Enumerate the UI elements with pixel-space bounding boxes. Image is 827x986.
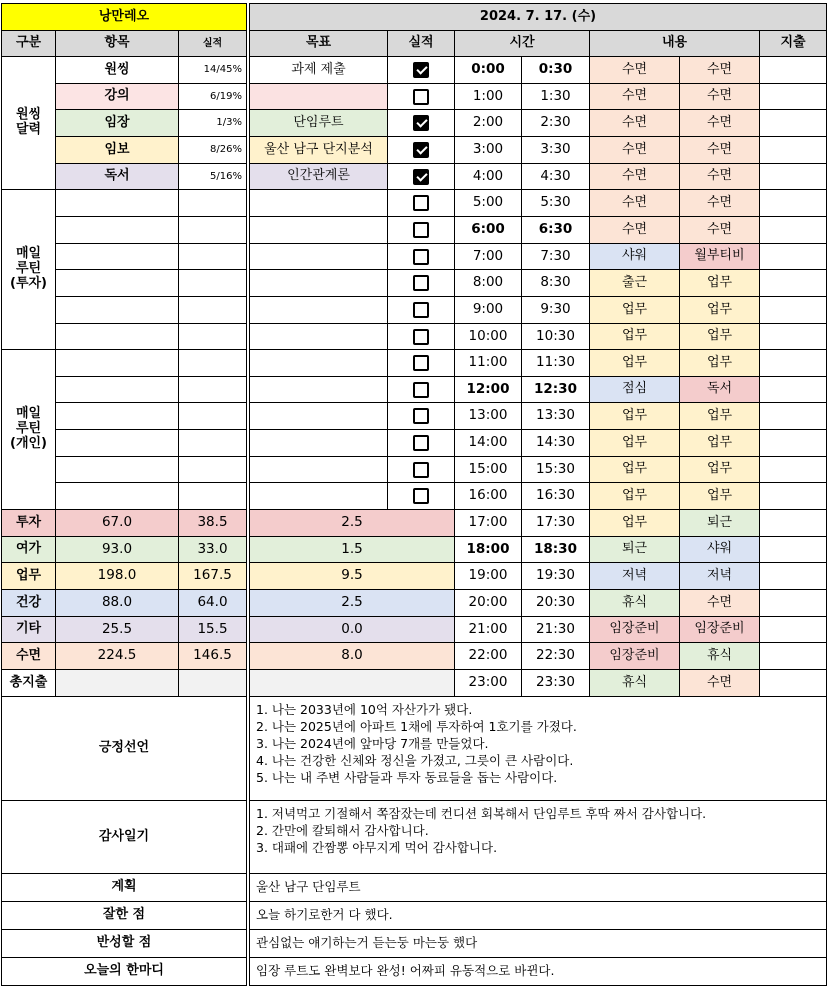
category-value: 67.0 xyxy=(55,509,179,537)
routine-done-cell xyxy=(387,189,455,217)
expense-cell[interactable] xyxy=(759,136,827,164)
routine-item-empty[interactable] xyxy=(55,296,179,324)
onesing-item-result: 6/19% xyxy=(178,83,247,110)
col-header-item: 항목 xyxy=(55,30,179,57)
category-value: 93.0 xyxy=(55,536,179,563)
time-start: 21:00 xyxy=(454,616,522,643)
time-end: 14:30 xyxy=(521,429,590,457)
routine-item-empty[interactable] xyxy=(55,349,179,377)
onesing-item-name: 독서 xyxy=(55,163,179,190)
time-end: 17:30 xyxy=(521,509,590,537)
time-end: 10:30 xyxy=(521,323,590,350)
col-header-result: 실적 xyxy=(178,30,247,57)
col-header-goal: 목표 xyxy=(249,30,388,57)
time-start: 4:00 xyxy=(454,163,522,190)
activity-first-half[interactable]: 샤워 xyxy=(589,243,680,270)
affirmation-label: 긍정선언 xyxy=(1,696,247,801)
plan-content[interactable]: 울산 남구 단임루트 xyxy=(249,873,827,902)
routine-item-empty[interactable] xyxy=(55,269,179,297)
time-end: 13:30 xyxy=(521,402,590,430)
time-start: 20:00 xyxy=(454,589,522,617)
expense-cell[interactable] xyxy=(759,163,827,190)
routine-result-empty xyxy=(178,216,247,244)
routine-result-empty xyxy=(178,296,247,324)
routine-goal-empty[interactable] xyxy=(249,402,388,430)
onesing-goal[interactable]: 단임루트 xyxy=(249,109,388,137)
activity-second-half[interactable]: 업무 xyxy=(679,456,760,483)
category-value: 25.5 xyxy=(55,616,179,643)
category-name: 업무 xyxy=(1,562,56,590)
group-routine-personal: 매일 루틴 (개인) xyxy=(1,349,56,510)
activity-first-half[interactable]: 업무 xyxy=(589,509,680,537)
activity-second-half[interactable]: 휴식 xyxy=(679,642,760,670)
activity-first-half[interactable]: 수면 xyxy=(589,109,680,137)
activity-second-half[interactable]: 임장준비 xyxy=(679,616,760,643)
col-header-expense: 지출 xyxy=(759,30,827,57)
expense-cell[interactable] xyxy=(759,109,827,137)
activity-second-half[interactable]: 수면 xyxy=(679,189,760,217)
time-start: 1:00 xyxy=(454,83,522,110)
activity-first-half[interactable]: 휴식 xyxy=(589,669,680,697)
routine-result-empty xyxy=(178,243,247,270)
activity-first-half[interactable]: 업무 xyxy=(589,402,680,430)
time-end: 15:30 xyxy=(521,456,590,483)
category-result: 15.5 xyxy=(178,616,247,643)
date-header: 2024. 7. 17. (수) xyxy=(249,3,827,31)
routine-goal-empty[interactable] xyxy=(249,456,388,483)
onesing-item-result: 5/16% xyxy=(178,163,247,190)
time-end: 1:30 xyxy=(521,83,590,110)
category-result: 167.5 xyxy=(178,562,247,590)
time-end: 6:30 xyxy=(521,216,590,244)
total-expense-label: 총지출 xyxy=(1,669,56,697)
affirmation-line: 3. 나는 2024년에 앞마당 7개를 만들었다. xyxy=(256,736,489,751)
category-value: 224.5 xyxy=(55,642,179,670)
col-header-done: 실적 xyxy=(387,30,455,57)
category-goal: 0.0 xyxy=(249,616,455,643)
routine-goal-empty[interactable] xyxy=(249,243,388,270)
category-result: 146.5 xyxy=(178,642,247,670)
time-end: 0:30 xyxy=(521,56,590,84)
time-start: 11:00 xyxy=(454,349,522,377)
routine-goal-empty[interactable] xyxy=(249,349,388,377)
activity-first-half[interactable]: 수면 xyxy=(589,56,680,84)
time-start: 7:00 xyxy=(454,243,522,270)
activity-second-half[interactable]: 독서 xyxy=(679,376,760,403)
expense-cell[interactable] xyxy=(759,562,827,590)
total-expense-value xyxy=(55,669,179,697)
time-start: 2:00 xyxy=(454,109,522,137)
expense-cell[interactable] xyxy=(759,642,827,670)
routine-done-cell xyxy=(387,456,455,483)
time-start: 10:00 xyxy=(454,323,522,350)
affirmation-line: 5. 나는 내 주변 사람들과 투자 동료들을 돕는 사람이다. xyxy=(256,770,558,785)
routine-goal-empty[interactable] xyxy=(249,189,388,217)
routine-done-cell xyxy=(387,376,455,403)
onesing-goal[interactable]: 울산 남구 단지분석 xyxy=(249,136,388,164)
activity-second-half[interactable]: 수면 xyxy=(679,83,760,110)
expense-cell[interactable] xyxy=(759,376,827,403)
total-expense-goal xyxy=(249,669,455,697)
routine-item-empty[interactable] xyxy=(55,429,179,457)
total-expense-result xyxy=(178,669,247,697)
time-start: 17:00 xyxy=(454,509,522,537)
routine-item-empty[interactable] xyxy=(55,482,179,510)
activity-second-half[interactable]: 수면 xyxy=(679,589,760,617)
time-end: 22:30 xyxy=(521,642,590,670)
onesing-item-name: 임장 xyxy=(55,109,179,137)
expense-cell[interactable] xyxy=(759,456,827,483)
routine-done-checkbox[interactable] xyxy=(413,302,429,318)
onesing-done-cell xyxy=(387,56,455,84)
expense-cell[interactable] xyxy=(759,509,827,537)
routine-goal-empty[interactable] xyxy=(249,296,388,324)
activity-first-half[interactable]: 수면 xyxy=(589,136,680,164)
category-name: 투자 xyxy=(1,509,56,537)
time-start: 16:00 xyxy=(454,482,522,510)
category-name: 여가 xyxy=(1,536,56,563)
routine-item-empty[interactable] xyxy=(55,216,179,244)
routine-done-checkbox[interactable] xyxy=(413,195,429,211)
activity-first-half[interactable]: 수면 xyxy=(589,83,680,110)
expense-cell[interactable] xyxy=(759,296,827,324)
group-routine-invest: 매일 루틴 (투자) xyxy=(1,189,56,350)
gratitude-content[interactable] xyxy=(249,800,827,874)
expense-cell[interactable] xyxy=(759,349,827,377)
routine-goal-empty[interactable] xyxy=(249,376,388,403)
time-start: 0:00 xyxy=(454,56,522,84)
col-header-division: 구분 xyxy=(1,30,56,57)
category-goal: 9.5 xyxy=(249,562,455,590)
time-end: 9:30 xyxy=(521,296,590,324)
category-result: 38.5 xyxy=(178,509,247,537)
routine-goal-empty[interactable] xyxy=(249,482,388,510)
activity-first-half[interactable]: 출근 xyxy=(589,269,680,297)
activity-second-half[interactable]: 업무 xyxy=(679,482,760,510)
routine-done-checkbox[interactable] xyxy=(413,249,429,265)
expense-cell[interactable] xyxy=(759,83,827,110)
expense-cell[interactable] xyxy=(759,589,827,617)
time-end: 20:30 xyxy=(521,589,590,617)
expense-cell[interactable] xyxy=(759,429,827,457)
expense-cell[interactable] xyxy=(759,482,827,510)
gratitude-line: 2. 간만에 칼퇴해서 감사합니다. xyxy=(256,823,429,838)
routine-item-empty[interactable] xyxy=(55,189,179,217)
category-goal: 8.0 xyxy=(249,642,455,670)
time-end: 12:30 xyxy=(521,376,590,403)
time-end: 11:30 xyxy=(521,349,590,377)
time-end: 7:30 xyxy=(521,243,590,270)
affirmation-content[interactable] xyxy=(249,696,827,801)
reflection-label: 반성할 점 xyxy=(1,929,247,958)
expense-cell[interactable] xyxy=(759,323,827,350)
activity-first-half[interactable]: 임장준비 xyxy=(589,642,680,670)
time-start: 8:00 xyxy=(454,269,522,297)
routine-goal-empty[interactable] xyxy=(249,269,388,297)
time-end: 5:30 xyxy=(521,189,590,217)
activity-first-half[interactable]: 퇴근 xyxy=(589,536,680,563)
category-goal: 2.5 xyxy=(249,589,455,617)
routine-result-empty xyxy=(178,429,247,457)
activity-first-half[interactable]: 업무 xyxy=(589,323,680,350)
activity-first-half[interactable]: 수면 xyxy=(589,189,680,217)
routine-done-cell xyxy=(387,482,455,510)
routine-done-checkbox[interactable] xyxy=(413,462,429,478)
time-start: 15:00 xyxy=(454,456,522,483)
activity-first-half[interactable]: 임장준비 xyxy=(589,616,680,643)
time-end: 19:30 xyxy=(521,562,590,590)
routine-goal-empty[interactable] xyxy=(249,429,388,457)
onesing-done-cell xyxy=(387,136,455,164)
today-word-content[interactable]: 임장 루트도 완벽보다 완성! 어짜피 유동적으로 바뀐다. xyxy=(249,957,827,986)
time-end: 3:30 xyxy=(521,136,590,164)
activity-first-half[interactable]: 수면 xyxy=(589,216,680,244)
onesing-item-name: 원씽 xyxy=(55,56,179,84)
time-start: 3:00 xyxy=(454,136,522,164)
routine-done-checkbox[interactable] xyxy=(413,329,429,345)
routine-result-empty xyxy=(178,269,247,297)
time-end: 21:30 xyxy=(521,616,590,643)
activity-first-half[interactable]: 점심 xyxy=(589,376,680,403)
onesing-item-name: 임보 xyxy=(55,136,179,164)
onesing-goal[interactable]: 과제 제출 xyxy=(249,56,388,84)
activity-second-half[interactable]: 업무 xyxy=(679,429,760,457)
onesing-done-cell xyxy=(387,109,455,137)
activity-second-half[interactable]: 수면 xyxy=(679,109,760,137)
onesing-done-cell xyxy=(387,83,455,110)
time-start: 9:00 xyxy=(454,296,522,324)
onesing-done-checkbox[interactable] xyxy=(413,62,429,78)
affirmation-line: 4. 나는 건강한 신체와 정신을 가졌고, 그릇이 큰 사람이다. xyxy=(256,753,574,768)
activity-second-half[interactable]: 수면 xyxy=(679,163,760,190)
onesing-done-checkbox[interactable] xyxy=(413,142,429,158)
time-start: 6:00 xyxy=(454,216,522,244)
today-word-label: 오늘의 한마디 xyxy=(1,957,247,986)
routine-done-cell xyxy=(387,243,455,270)
category-result: 33.0 xyxy=(178,536,247,563)
planner-title: 낭만레오 xyxy=(1,3,247,31)
time-start: 12:00 xyxy=(454,376,522,403)
affirmation-line: 2. 나는 2025년에 아파트 1채에 투자하여 1호기를 가졌다. xyxy=(256,719,577,734)
col-header-content: 내용 xyxy=(589,30,760,57)
expense-cell[interactable] xyxy=(759,616,827,643)
activity-second-half[interactable]: 수면 xyxy=(679,56,760,84)
activity-first-half[interactable]: 업무 xyxy=(589,349,680,377)
expense-cell[interactable] xyxy=(759,243,827,270)
time-end: 18:30 xyxy=(521,536,590,563)
time-end: 4:30 xyxy=(521,163,590,190)
category-result: 64.0 xyxy=(178,589,247,617)
activity-second-half[interactable]: 수면 xyxy=(679,669,760,697)
routine-done-cell xyxy=(387,296,455,324)
time-start: 22:00 xyxy=(454,642,522,670)
time-end: 8:30 xyxy=(521,269,590,297)
activity-first-half[interactable]: 업무 xyxy=(589,429,680,457)
routine-result-empty xyxy=(178,402,247,430)
routine-done-checkbox[interactable] xyxy=(413,435,429,451)
well-done-content[interactable]: 오늘 하기로한거 다 했다. xyxy=(249,901,827,930)
routine-result-empty xyxy=(178,323,247,350)
onesing-item-result: 8/26% xyxy=(178,136,247,164)
activity-second-half[interactable]: 업무 xyxy=(679,296,760,324)
category-name: 건강 xyxy=(1,589,56,617)
routine-item-empty[interactable] xyxy=(55,323,179,350)
onesing-item-result: 14/45% xyxy=(178,56,247,84)
time-start: 18:00 xyxy=(454,536,522,563)
activity-first-half[interactable]: 업무 xyxy=(589,296,680,324)
time-end: 2:30 xyxy=(521,109,590,137)
activity-first-half[interactable]: 저녁 xyxy=(589,562,680,590)
routine-done-cell xyxy=(387,323,455,350)
routine-result-empty xyxy=(178,482,247,510)
activity-first-half[interactable]: 수면 xyxy=(589,163,680,190)
activity-second-half[interactable]: 퇴근 xyxy=(679,509,760,537)
routine-done-checkbox[interactable] xyxy=(413,408,429,424)
routine-done-checkbox[interactable] xyxy=(413,222,429,238)
activity-second-half[interactable]: 저녁 xyxy=(679,562,760,590)
expense-cell[interactable] xyxy=(759,669,827,697)
onesing-done-checkbox[interactable] xyxy=(413,115,429,131)
routine-done-cell xyxy=(387,269,455,297)
activity-second-half[interactable]: 업무 xyxy=(679,402,760,430)
expense-cell[interactable] xyxy=(759,269,827,297)
routine-result-empty xyxy=(178,349,247,377)
onesing-done-checkbox[interactable] xyxy=(413,169,429,185)
routine-item-empty[interactable] xyxy=(55,243,179,270)
expense-cell[interactable] xyxy=(759,536,827,563)
gratitude-line: 1. 저녁먹고 기절해서 쪽잠잤는데 컨디션 회복해서 단임루트 후딱 짜서 감사합니다. xyxy=(256,806,707,821)
category-name: 기타 xyxy=(1,616,56,643)
activity-second-half[interactable]: 업무 xyxy=(679,349,760,377)
expense-cell[interactable] xyxy=(759,189,827,217)
routine-done-checkbox[interactable] xyxy=(413,382,429,398)
col-header-time: 시간 xyxy=(454,30,590,57)
routine-item-empty[interactable] xyxy=(55,402,179,430)
time-end: 23:30 xyxy=(521,669,590,697)
activity-second-half[interactable]: 수면 xyxy=(679,216,760,244)
time-start: 14:00 xyxy=(454,429,522,457)
routine-done-checkbox[interactable] xyxy=(413,488,429,504)
category-goal: 2.5 xyxy=(249,509,455,537)
expense-cell[interactable] xyxy=(759,402,827,430)
category-goal: 1.5 xyxy=(249,536,455,563)
activity-second-half[interactable]: 업무 xyxy=(679,323,760,350)
category-value: 88.0 xyxy=(55,589,179,617)
expense-cell[interactable] xyxy=(759,56,827,84)
category-value: 198.0 xyxy=(55,562,179,590)
routine-done-cell xyxy=(387,216,455,244)
group-onesing-calendar: 원씽 달력 xyxy=(1,56,56,190)
time-start: 13:00 xyxy=(454,402,522,430)
time-start: 19:00 xyxy=(454,562,522,590)
activity-first-half[interactable]: 업무 xyxy=(589,456,680,483)
gratitude-line: 3. 대패에 간짬뽕 야무지게 먹어 감사합니다. xyxy=(256,840,498,855)
activity-second-half[interactable]: 월부티비 xyxy=(679,243,760,270)
onesing-item-name: 강의 xyxy=(55,83,179,110)
routine-done-checkbox[interactable] xyxy=(413,275,429,291)
onesing-done-checkbox[interactable] xyxy=(413,89,429,105)
activity-first-half[interactable]: 업무 xyxy=(589,482,680,510)
onesing-goal[interactable] xyxy=(249,83,388,110)
time-start: 5:00 xyxy=(454,189,522,217)
activity-second-half[interactable]: 샤워 xyxy=(679,536,760,563)
routine-result-empty xyxy=(178,456,247,483)
routine-done-cell xyxy=(387,429,455,457)
routine-goal-empty[interactable] xyxy=(249,323,388,350)
category-name: 수면 xyxy=(1,642,56,670)
plan-label: 계획 xyxy=(1,873,247,902)
routine-item-empty[interactable] xyxy=(55,376,179,403)
time-end: 16:30 xyxy=(521,482,590,510)
reflection-content[interactable]: 관심없는 얘기하는거 듣는둥 마는둥 했다 xyxy=(249,929,827,958)
routine-goal-empty[interactable] xyxy=(249,216,388,244)
routine-done-checkbox[interactable] xyxy=(413,355,429,371)
expense-cell[interactable] xyxy=(759,216,827,244)
activity-first-half[interactable]: 휴식 xyxy=(589,589,680,617)
routine-done-cell xyxy=(387,349,455,377)
well-done-label: 잘한 점 xyxy=(1,901,247,930)
routine-result-empty xyxy=(178,376,247,403)
routine-done-cell xyxy=(387,402,455,430)
affirmation-line: 1. 나는 2033년에 10억 자산가가 됐다. xyxy=(256,702,473,717)
onesing-done-cell xyxy=(387,163,455,190)
activity-second-half[interactable]: 업무 xyxy=(679,269,760,297)
onesing-goal[interactable]: 인간관계론 xyxy=(249,163,388,190)
gratitude-label: 감사일기 xyxy=(1,800,247,874)
activity-second-half[interactable]: 수면 xyxy=(679,136,760,164)
time-start: 23:00 xyxy=(454,669,522,697)
routine-result-empty xyxy=(178,189,247,217)
onesing-item-result: 1/3% xyxy=(178,109,247,137)
routine-item-empty[interactable] xyxy=(55,456,179,483)
